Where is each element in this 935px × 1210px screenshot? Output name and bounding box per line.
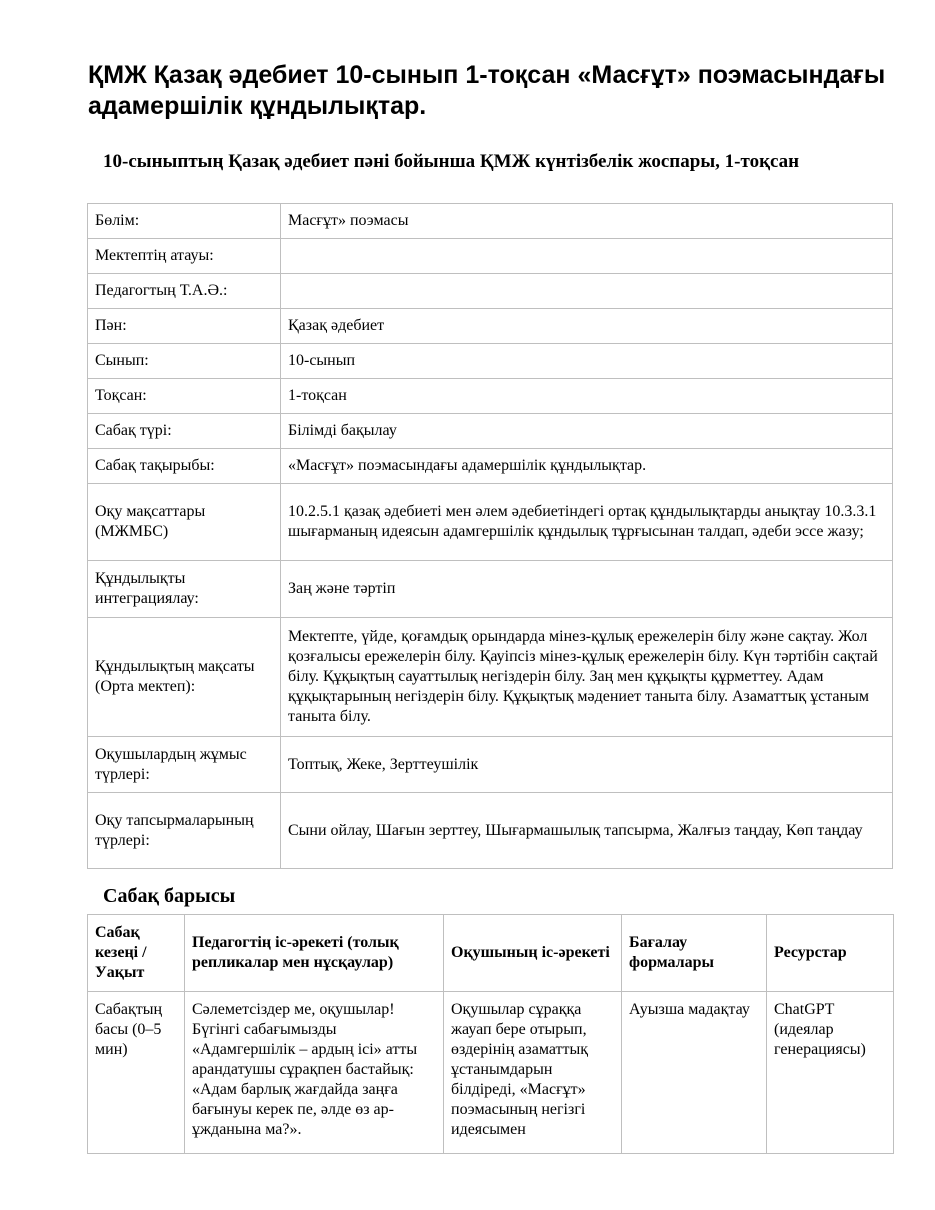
table-row xyxy=(88,204,893,239)
document-title: ҚМЖ Қазақ әдебиет 10-сынып 1-тоқсан «Масғұт» поэмасындағы адамершілік құндылықтар. xyxy=(88,61,886,120)
assessment-cell: Ауызша мадақтау xyxy=(622,992,767,1154)
info-label: Мектептің атауы: xyxy=(88,239,281,274)
lesson-info-table xyxy=(87,203,893,869)
plan-heading: 10-сыныптың Қазақ әдебиет пәні бойынша ҚМЖ күнтізбелік жоспары, 1-тоқсан xyxy=(103,151,800,172)
info-label: Педагогтың Т.А.Ә.: xyxy=(88,274,281,309)
column-header: Ресурстар xyxy=(767,915,894,992)
info-value xyxy=(281,239,893,274)
table-row xyxy=(88,618,893,737)
lesson-progress-heading: Сабақ барысы xyxy=(103,885,236,907)
info-value: «Масғұт» поэмасындағы адамершілік құндылықтар. xyxy=(281,449,893,484)
lesson-progress-table xyxy=(87,914,894,1154)
table-row xyxy=(88,793,893,869)
info-value: 1-тоқсан xyxy=(281,379,893,414)
info-label: Сынып: xyxy=(88,344,281,379)
info-value: Мектепте, үйде, қоғамдық орындарда мінез-құлық ережелерін білу және сақтау. Жол қозғалысы ережелерін білу. Қауіпсіз мінез-құлық ережелерін білу. Күн тәртібін сақтай білу. Құқықтың сауаттылық негіздерін білу. Заң мен құқықты құрметтеу. Адам құқықтарының негіздерін білу. Құқықтық мәдениет таныта білу. Азаматтық ұстаным таныта білу. xyxy=(281,618,893,737)
table-row xyxy=(88,309,893,344)
column-header: Сабақ кезеңі / Уақыт xyxy=(88,915,185,992)
info-label: Құндылықты интеграциялау: xyxy=(88,561,281,618)
info-value: 10.2.5.1 қазақ әдебиеті мен әлем әдебиетіндегі ортақ құндылықтарды анықтау 10.3.3.1 шығарманың идеясын адамгершілік құндылық тұрғысынан талдап, әдеби эссе жазу; xyxy=(281,484,893,561)
info-value: Топтық, Жеке, Зерттеушілік xyxy=(281,737,893,793)
table-row xyxy=(88,561,893,618)
info-label: Пән: xyxy=(88,309,281,344)
column-header: Оқушының іс-әрекеті xyxy=(444,915,622,992)
info-label: Құндылықтың мақсаты (Орта мектеп): xyxy=(88,618,281,737)
info-value: Білімді бақылау xyxy=(281,414,893,449)
column-header: Бағалау формалары xyxy=(622,915,767,992)
table-row xyxy=(88,992,894,1154)
stage-cell: Сабақтың басы (0–5 мин) xyxy=(88,992,185,1154)
table-row xyxy=(88,379,893,414)
info-value: Масғұт» поэмасы xyxy=(281,204,893,239)
resources-cell: ChatGPT (идеялар генерациясы) xyxy=(767,992,894,1154)
info-label: Сабақ тақырыбы: xyxy=(88,449,281,484)
table-header-row xyxy=(88,915,894,992)
info-label: Оқу мақсаттары (МЖМБС) xyxy=(88,484,281,561)
info-label: Сабақ түрі: xyxy=(88,414,281,449)
teacher-activity-cell: Сәлеметсіздер ме, оқушылар! Бүгінгі сабағымызды «Адамгершілік – ардың ісі» атты арандатушы сұрақпен бастайық: «Адам барлық жағдайда заңға бағынуы керек пе, әлде өз ар-ұжданына ма?». xyxy=(185,992,444,1154)
info-label: Бөлім: xyxy=(88,204,281,239)
info-value: Қазақ әдебиет xyxy=(281,309,893,344)
column-header: Педагогтің іс-әрекеті (толық репликалар мен нұсқаулар) xyxy=(185,915,444,992)
table-row xyxy=(88,239,893,274)
info-value: Заң және тәртіп xyxy=(281,561,893,618)
info-label: Оқу тапсырмаларының түрлері: xyxy=(88,793,281,869)
info-label: Оқушылардың жұмыс түрлері: xyxy=(88,737,281,793)
info-value: 10-сынып xyxy=(281,344,893,379)
info-value: Сыни ойлау, Шағын зерттеу, Шығармашылық тапсырма, Жалғыз таңдау, Көп таңдау xyxy=(281,793,893,869)
table-row xyxy=(88,344,893,379)
student-activity-cell: Оқушылар сұраққа жауап бере отырып, өздерінің азаматтық ұстанымдарын білдіреді, «Масғұт» поэмасының негізгі идеясымен xyxy=(444,992,622,1154)
table-row xyxy=(88,449,893,484)
table-row xyxy=(88,484,893,561)
table-row xyxy=(88,274,893,309)
info-value xyxy=(281,274,893,309)
table-row xyxy=(88,414,893,449)
table-row xyxy=(88,737,893,793)
info-label: Тоқсан: xyxy=(88,379,281,414)
